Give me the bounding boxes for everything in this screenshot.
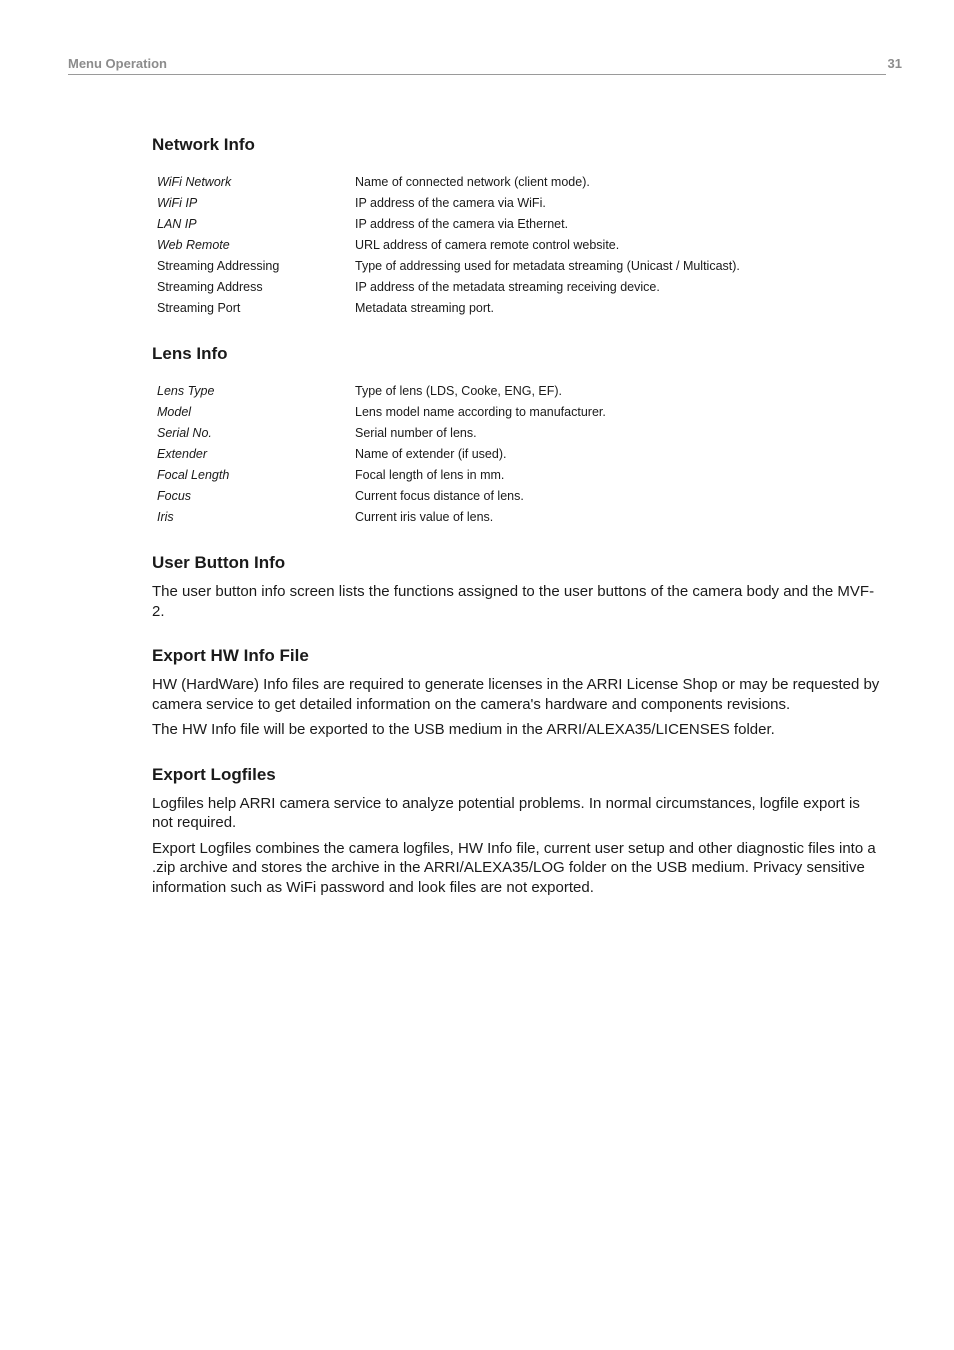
user-button-info-heading: User Button Info xyxy=(152,553,286,572)
term-cell: Focal Length xyxy=(157,468,230,482)
description-cell: IP address of the camera via WiFi. xyxy=(355,196,546,210)
user-button-info-section xyxy=(152,552,884,621)
body-paragraph: HW (HardWare) Info files are required to generate licenses in the ARRI License Shop or may be requested by camera service to get detailed information on the camera's hardware and components revisions. xyxy=(152,676,880,713)
term-cell: Model xyxy=(157,405,192,419)
description-cell: Type of lens (LDS, Cooke, ENG, EF). xyxy=(355,384,563,398)
table-row xyxy=(157,423,606,444)
description-cell: Focal length of lens in mm. xyxy=(355,468,505,482)
term-cell: Iris xyxy=(157,510,174,524)
table-row xyxy=(157,402,606,423)
body-paragraph: The user button info screen lists the functions assigned to the user buttons of the camera body and the MVF-2. xyxy=(152,583,875,620)
description-cell: Name of connected network (client mode). xyxy=(355,175,590,189)
description-cell: Name of extender (if used). xyxy=(355,447,507,461)
section-spacer xyxy=(152,621,884,645)
export-logfiles-section xyxy=(152,764,884,898)
table-row xyxy=(157,298,740,319)
description-cell: Current iris value of lens. xyxy=(355,510,494,524)
section-spacer xyxy=(152,528,884,552)
lens-info-heading: Lens Info xyxy=(152,344,228,363)
table-row xyxy=(157,507,606,528)
term-cell: Extender xyxy=(157,447,208,461)
description-cell: IP address of the camera via Ethernet. xyxy=(355,217,569,231)
table-row xyxy=(157,193,740,214)
network-info-section xyxy=(152,134,884,319)
description-cell: Metadata streaming port. xyxy=(355,301,494,315)
export-logfiles-heading: Export Logfiles xyxy=(152,764,276,784)
table-row xyxy=(157,444,606,465)
lens-info-table xyxy=(157,381,606,528)
term-cell: Focus xyxy=(157,489,192,503)
description-cell: Serial number of lens. xyxy=(355,426,477,440)
table-row xyxy=(157,486,606,507)
description-cell: Current focus distance of lens. xyxy=(355,489,524,503)
table-row xyxy=(157,465,606,486)
term-cell: WiFi IP xyxy=(157,196,198,210)
table-row xyxy=(157,256,740,277)
page-content xyxy=(152,134,884,897)
lens-info-section xyxy=(152,343,884,528)
export-hw-info-section xyxy=(152,645,884,740)
page-number: 31 xyxy=(887,56,902,71)
description-cell: Type of addressing used for metadata streaming (Unicast / Multicast). xyxy=(355,259,740,273)
body-paragraph: Logfiles help ARRI camera service to analyze potential problems. In normal circumstances, logfile export is not required. xyxy=(152,794,860,831)
body-paragraph: Export Logfiles combines the camera logfiles, HW Info file, current user setup and other diagnostic files into a .zip archive and stores the archive in the ARRI/ALEXA35/LOG folder on the USB medium. Privacy sensitive information such as WiFi password and look files are not exported. xyxy=(152,839,876,896)
table-row xyxy=(157,381,606,402)
table-row xyxy=(157,277,740,298)
term-cell: Streaming Addressing xyxy=(157,259,280,273)
term-cell: WiFi Network xyxy=(157,175,232,189)
term-cell: Lens Type xyxy=(157,384,215,398)
body-paragraph: The HW Info file will be exported to the USB medium in the ARRI/ALEXA35/LICENSES folder. xyxy=(152,721,775,738)
section-spacer xyxy=(152,319,884,343)
header-divider xyxy=(68,74,886,75)
term-cell: Streaming Address xyxy=(157,280,263,294)
table-row xyxy=(157,235,740,256)
description-cell: IP address of the metadata streaming receiving device. xyxy=(355,280,660,294)
term-cell: Serial No. xyxy=(157,426,212,440)
section-spacer xyxy=(152,740,884,764)
page-header xyxy=(68,56,902,76)
table-row xyxy=(157,172,740,193)
table-row xyxy=(157,214,740,235)
network-info-heading: Network Info xyxy=(152,135,255,154)
network-info-table xyxy=(157,172,740,319)
description-cell: URL address of camera remote control website. xyxy=(355,238,620,252)
term-cell: LAN IP xyxy=(157,217,197,231)
description-cell: Lens model name according to manufacturer. xyxy=(355,405,606,419)
export-hw-info-heading: Export HW Info File xyxy=(152,646,309,665)
term-cell: Web Remote xyxy=(157,238,230,252)
term-cell: Streaming Port xyxy=(157,301,241,315)
header-section-title: Menu Operation xyxy=(68,56,167,71)
